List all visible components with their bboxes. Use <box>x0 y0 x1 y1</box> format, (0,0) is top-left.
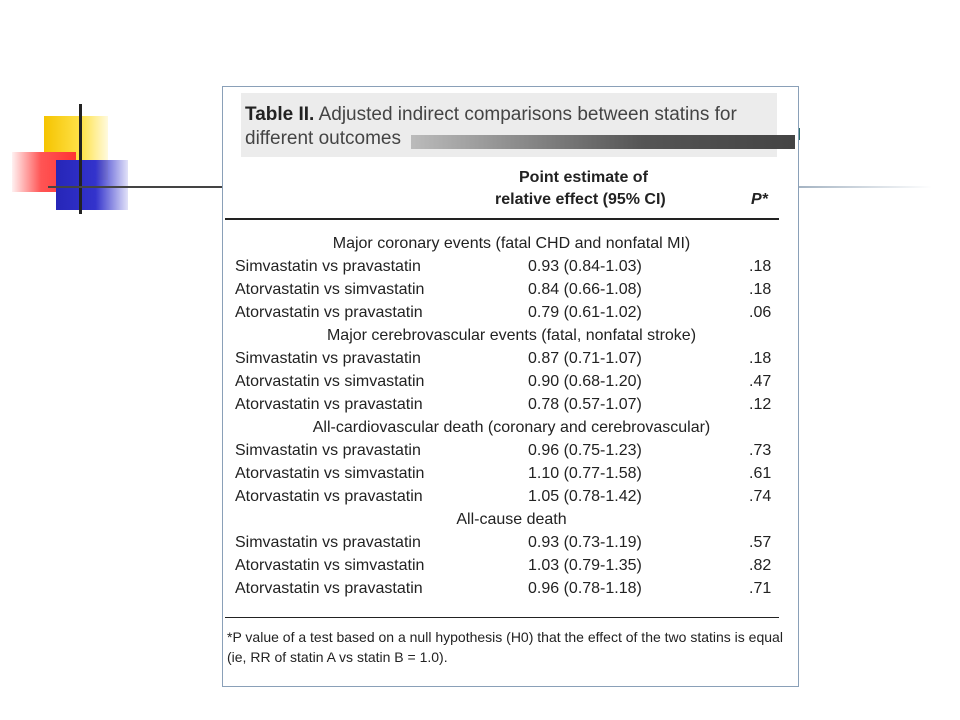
header-estimate-line2: relative effect (95% CI) <box>495 191 666 208</box>
estimate-cell: 0.93 (0.84-1.03) <box>528 258 642 275</box>
comparison-cell: Atorvastatin vs pravastatin <box>235 304 423 321</box>
estimate-cell: 0.84 (0.66-1.08) <box>528 281 642 298</box>
table-row <box>223 258 800 281</box>
table-row <box>223 396 800 419</box>
section-title: Major cerebrovascular events (fatal, nonfatal stroke) <box>326 327 697 344</box>
p-value-cell: .18 <box>749 350 772 367</box>
comparison-cell: Atorvastatin vs simvastatin <box>235 373 425 390</box>
decor-vertical-line <box>79 104 82 214</box>
comparison-cell: Atorvastatin vs simvastatin <box>235 557 425 574</box>
comparison-cell: Atorvastatin vs pravastatin <box>235 396 423 413</box>
footer-rule <box>225 617 779 618</box>
comparison-cell: Atorvastatin vs simvastatin <box>235 465 425 482</box>
p-value-cell: .74 <box>749 488 772 505</box>
table-row <box>223 465 800 488</box>
section-title: All-cause death <box>456 511 567 528</box>
table-caption <box>241 93 777 157</box>
decor-horizontal-line <box>48 186 228 188</box>
table-row <box>223 373 800 396</box>
p-value-cell: .06 <box>749 304 772 321</box>
table-footnote: *P value of a test based on a null hypothesis (H0) that the effect of the two statins is equal (ie, RR of statin A vs statin B = 1.0). <box>227 629 783 665</box>
table-row <box>223 442 800 465</box>
comparison-cell: Atorvastatin vs simvastatin <box>235 281 425 298</box>
comparison-cell: Simvastatin vs pravastatin <box>235 534 421 551</box>
header-p: P* <box>751 191 768 208</box>
caption-label: Table II. <box>245 104 315 125</box>
decor-blue-square <box>56 160 128 210</box>
estimate-cell: 0.96 (0.78-1.18) <box>528 580 642 597</box>
comparison-cell: Simvastatin vs pravastatin <box>235 350 421 367</box>
comparison-cell: Atorvastatin vs pravastatin <box>235 580 423 597</box>
p-value-cell: .73 <box>749 442 772 459</box>
section-title: Major coronary events (fatal CHD and nonfatal MI) <box>332 235 691 252</box>
comparison-cell: Simvastatin vs pravastatin <box>235 258 421 275</box>
header-rule <box>225 218 779 220</box>
estimate-cell: 0.78 (0.57-1.07) <box>528 396 642 413</box>
section-title: All-cardiovascular death (coronary and cerebrovascular) <box>312 419 711 436</box>
table-row <box>223 281 800 304</box>
estimate-cell: 0.96 (0.75-1.23) <box>528 442 642 459</box>
p-value-cell: .18 <box>749 281 772 298</box>
table-row <box>223 488 800 511</box>
table-row <box>223 350 800 373</box>
caption-text: Adjusted indirect comparisons between statins for different outcomes <box>245 104 737 149</box>
estimate-cell: 1.10 (0.77-1.58) <box>528 465 642 482</box>
table-row <box>223 580 800 603</box>
comparison-cell: Atorvastatin vs pravastatin <box>235 488 423 505</box>
header-estimate-line1: Point estimate of <box>519 169 648 186</box>
table-row <box>223 534 800 557</box>
estimate-cell: 0.87 (0.71-1.07) <box>528 350 642 367</box>
p-value-cell: .47 <box>749 373 772 390</box>
estimate-cell: 0.90 (0.68-1.20) <box>528 373 642 390</box>
table-row <box>223 557 800 580</box>
comparison-cell: Simvastatin vs pravastatin <box>235 442 421 459</box>
table-panel <box>222 86 799 687</box>
p-value-cell: .18 <box>749 258 772 275</box>
p-value-cell: .57 <box>749 534 772 551</box>
p-value-cell: .61 <box>749 465 772 482</box>
p-value-cell: .82 <box>749 557 772 574</box>
estimate-cell: 1.03 (0.79-1.35) <box>528 557 642 574</box>
decor-horizontal-line-right <box>782 186 932 188</box>
table-row <box>223 304 800 327</box>
p-value-cell: .12 <box>749 396 772 413</box>
estimate-cell: 0.79 (0.61-1.02) <box>528 304 642 321</box>
caption-scan-artifact <box>411 135 795 149</box>
p-value-cell: .71 <box>749 580 772 597</box>
estimate-cell: 0.93 (0.73-1.19) <box>528 534 642 551</box>
estimate-cell: 1.05 (0.78-1.42) <box>528 488 642 505</box>
